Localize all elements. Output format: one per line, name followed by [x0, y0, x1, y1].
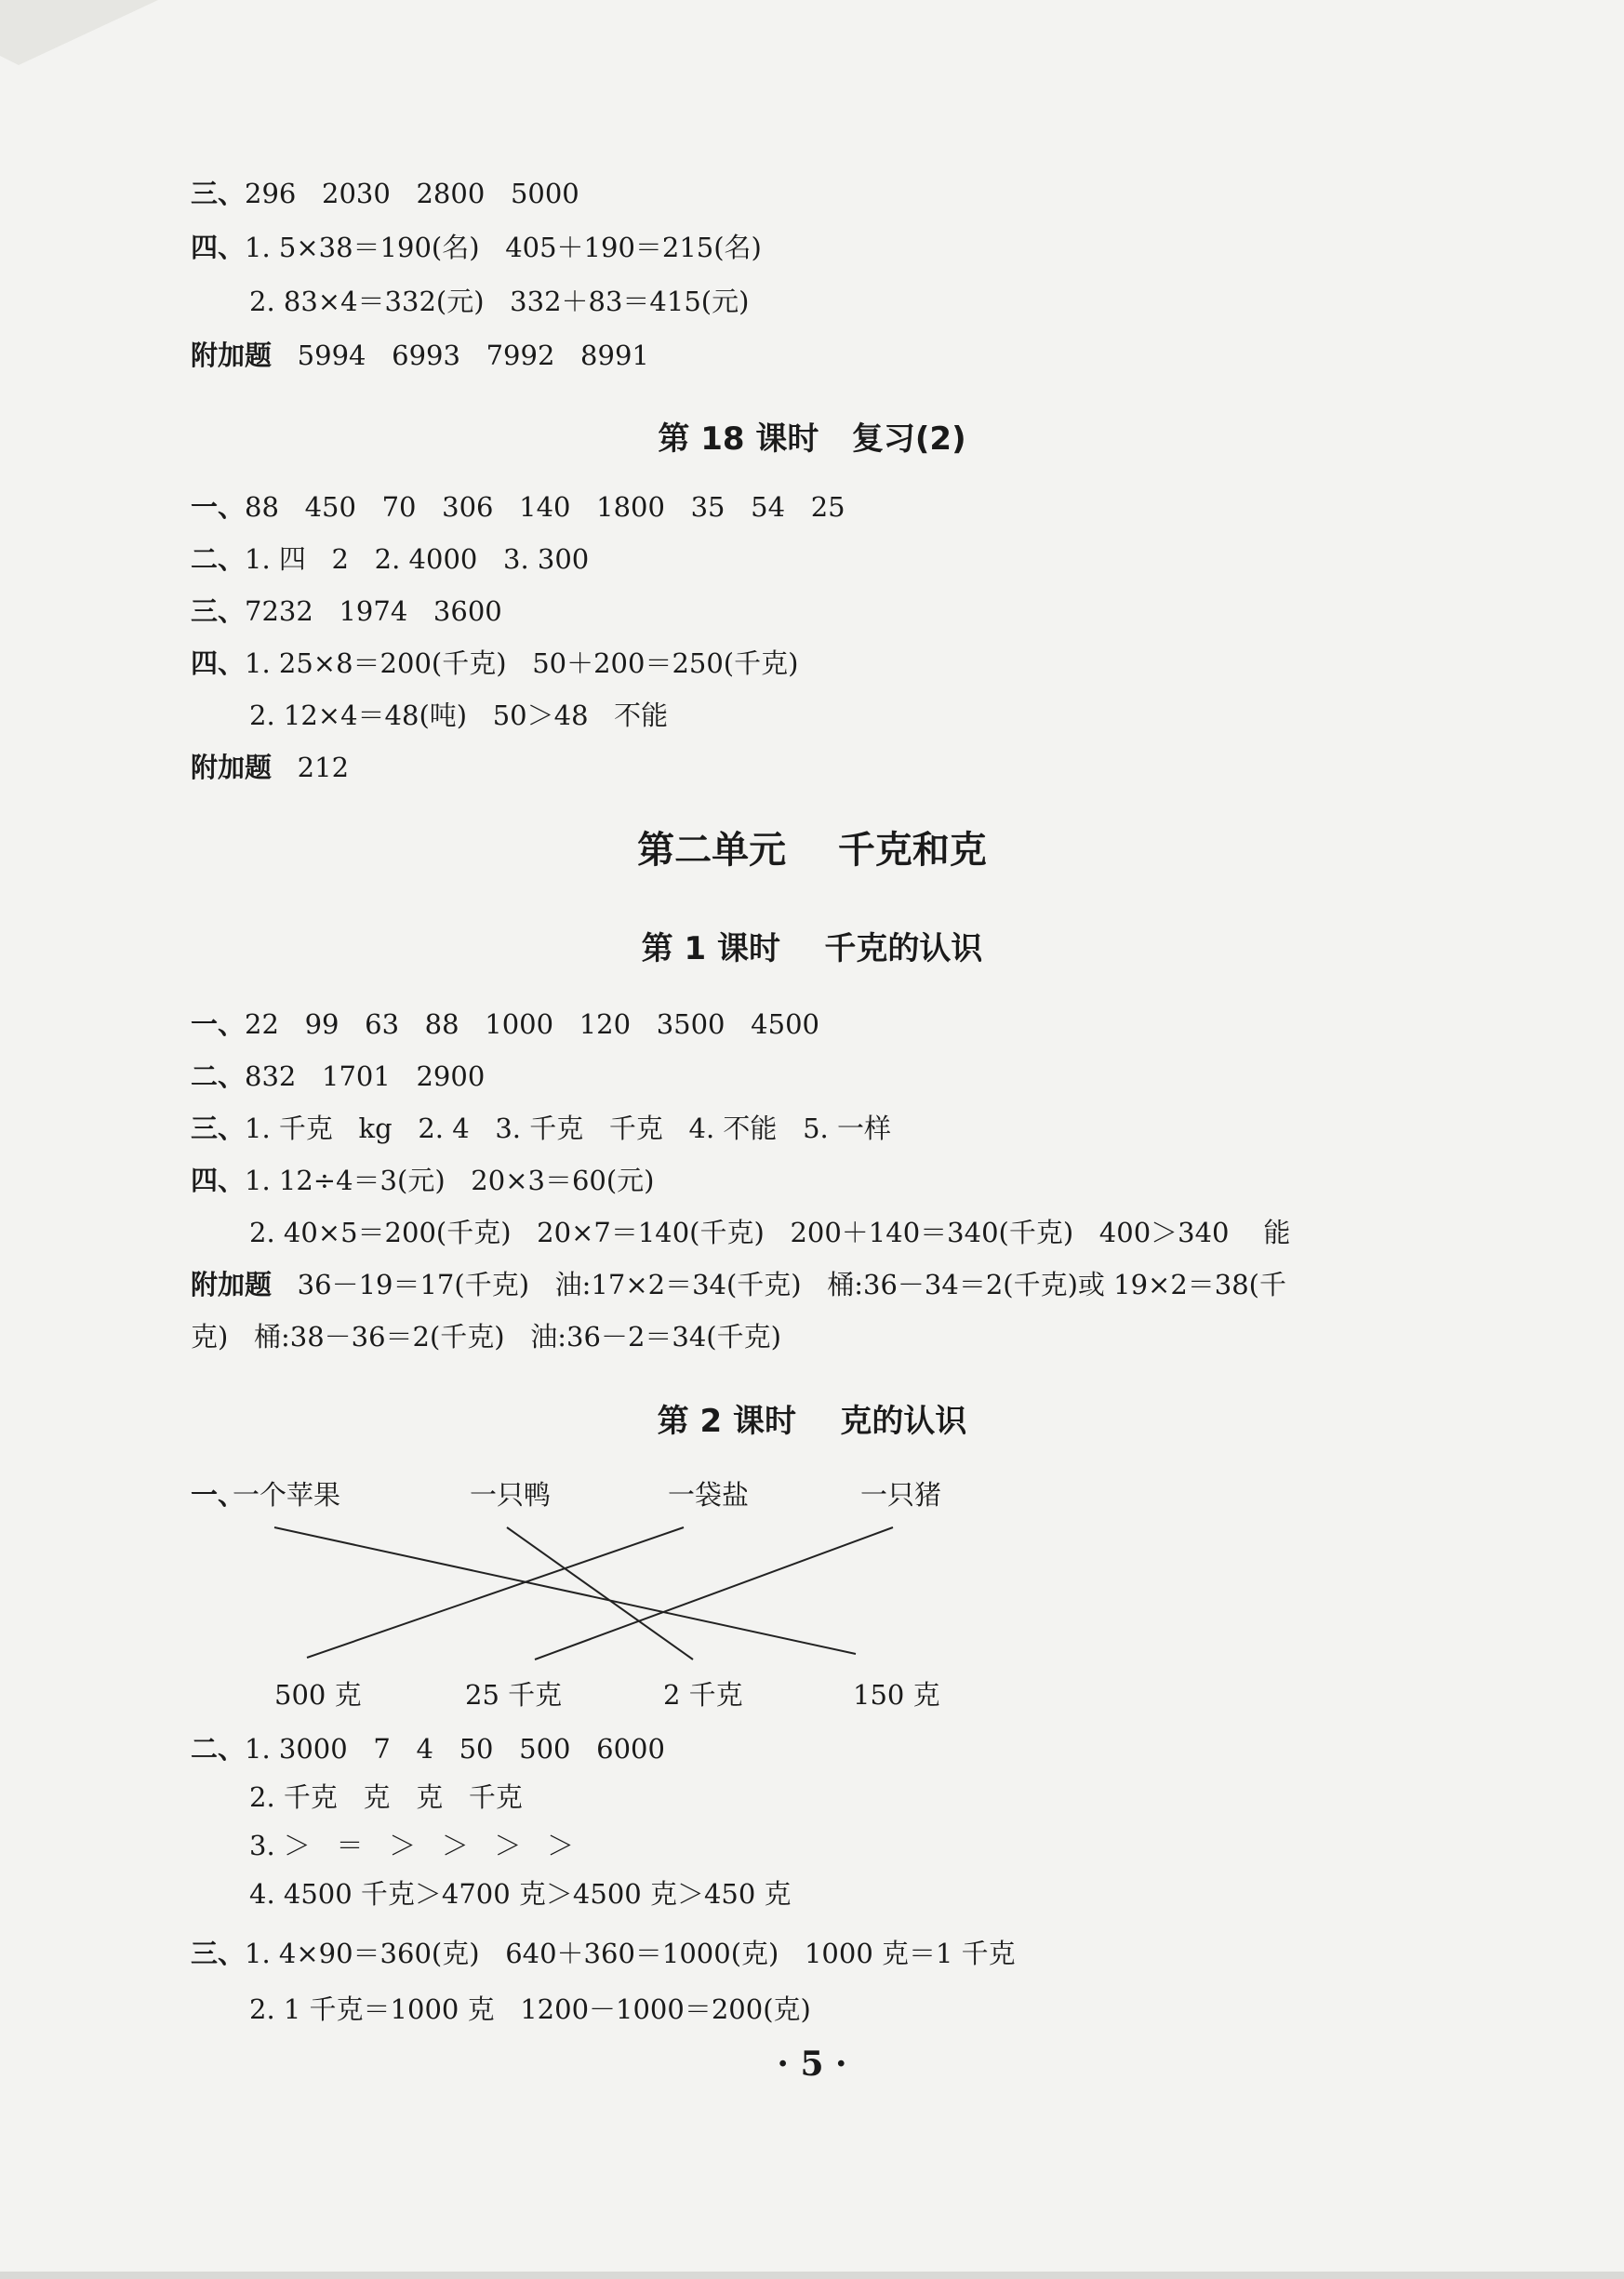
answer-line: 三、1. 千克 kg 2. 4 3. 千克 千克 4. 不能 5. 一样 — [191, 1113, 891, 1144]
answer-line: 2. 千克 克 克 千克 — [249, 1781, 523, 1813]
match-top-item: 一袋盐 — [668, 1479, 750, 1511]
page-edge — [0, 2272, 1624, 2279]
match-line — [535, 1527, 893, 1659]
match-line — [507, 1527, 693, 1659]
answer-line: 四、1. 12÷4＝3(元) 20×3＝60(元) — [191, 1165, 655, 1196]
page-number: · 5 · — [777, 2045, 847, 2084]
answer-line: 四、1. 5×38＝190(名) 405＋190＝215(名) — [191, 232, 762, 263]
answer-line: 4. 4500 千克＞4700 克＞4500 克＞450 克 — [249, 1878, 792, 1910]
answer-line: 三、296 2030 2800 5000 — [191, 178, 579, 209]
match-bottom-item: 500 克 — [274, 1679, 362, 1711]
answer-line: 附加题 212 — [191, 752, 350, 783]
lesson-title: 第 1 课时 千克的认识 — [641, 930, 983, 967]
match-bottom-item: 2 千克 — [663, 1679, 743, 1711]
answer-line: 二、832 1701 2900 — [191, 1060, 486, 1092]
answer-line: 2. 12×4＝48(吨) 50＞48 不能 — [249, 700, 669, 731]
match-bottom-item: 25 千克 — [465, 1679, 563, 1711]
answer-line: 3. ＞ ＝ ＞ ＞ ＞ ＞ — [249, 1830, 575, 1861]
answer-line: 一、22 99 63 88 1000 120 3500 4500 — [191, 1008, 819, 1040]
match-top-item: 一个苹果 — [233, 1479, 341, 1511]
match-top-item: 一只猪 — [860, 1479, 942, 1511]
answer-line: 四、1. 25×8＝200(千克) 50＋200＝250(千克) — [191, 647, 799, 679]
answer-line: 三、1. 4×90＝360(克) 640＋360＝1000(克) 1000 克＝1 千克 — [191, 1938, 1016, 1969]
section-label: 一、 — [191, 1479, 246, 1511]
answer-line: 2. 83×4＝332(元) 332＋83＝415(元) — [249, 286, 750, 317]
answer-line: 2. 1 千克＝1000 克 1200－1000＝200(克) — [249, 1993, 811, 2025]
answer-line: 附加题 5994 6993 7992 8991 — [191, 340, 649, 371]
answer-line: 二、1. 四 2 2. 4000 3. 300 — [191, 543, 590, 575]
answer-line: 2. 40×5＝200(千克) 20×7＝140(千克) 200＋140＝340(千克) 400＞340 能 — [249, 1217, 1291, 1248]
lesson-title: 第 2 课时 克的认识 — [657, 1403, 967, 1440]
match-top-item: 一只鸭 — [470, 1479, 552, 1511]
answer-line: 二、1. 3000 7 4 50 500 6000 — [191, 1733, 665, 1765]
answer-line: 三、7232 1974 3600 — [191, 595, 502, 627]
answer-line: 一、88 450 70 306 140 1800 35 54 25 — [191, 491, 845, 523]
answer-line: 克) 桶:38－36＝2(千克) 油:36－2＝34(千克) — [191, 1321, 781, 1353]
answer-line: 附加题 36－19＝17(千克) 油:17×2＝34(千克) 桶:36－34＝2(千克)或 19×2＝38(千 — [191, 1269, 1286, 1300]
match-bottom-item: 150 克 — [853, 1679, 940, 1711]
lesson-title: 第 18 课时 复习(2) — [658, 420, 966, 458]
unit-title: 第二单元 千克和克 — [637, 829, 987, 872]
match-line — [274, 1527, 856, 1654]
